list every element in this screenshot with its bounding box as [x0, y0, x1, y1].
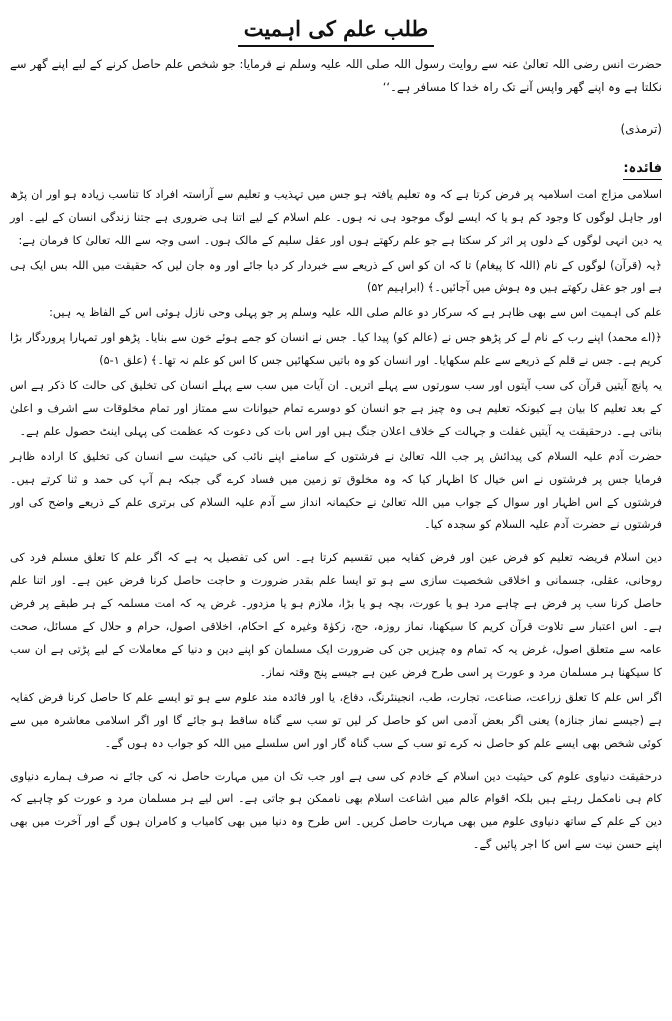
- paragraph-fard-ain: دین اسلام فریضہ تعلیم کو فرض عین اور فرض کفایہ میں تقسیم کرتا ہے۔ اس کی تفصیل یہ ہے کہ اگر علم کا تعلق مسلم فرد کی روحانی، عقلی، جسمانی و اخلاقی شخصیت سازی سے ہو تو ایسا علم بقدر ضرورت و حاجت حاصل کرنا فرض عین ہے۔ اور اتنا علم حاصل کرنا سب پر فرض ہے چاہے مرد ہو یا عورت، بچہ ہو یا بڑا، ملازم ہو یا مزدور۔ غرض یہ کہ امت مسلمہ کے ہر طبقے پر فرض ہے۔ اس اعتبار سے تلاوت قرآن کریم کا سیکھنا، نماز روزہ، حج، زکوٰۃ وغیرہ کے احکام، اخلاقی اصول، حرام و حلال کے مسائل، صحت عامہ سے متعلق اصول، غرض یہ کہ تمام وہ چیزیں جن کی ضرورت ایک مسلمان کو اپنے دین و دنیا کے معاملات کے لیے پڑتی ہے ان سب کا سیکھنا ہر مسلمان مرد و عورت پر اسی طرح فرض عین ہے جیسے پنج وقتہ نماز۔: [10, 551, 662, 679]
- hadith-source: (ترمذی): [620, 122, 662, 137]
- quran-quote-alaq: ﴿(اے محمد) اپنے رب کے نام لے کر پڑھو جس نے (عالم کو) پیدا کیا۔ جس نے انسان کو جمے ہوئے خون سے بنایا۔ پڑھو اور تمہارا پروردگار بڑا کریم ہے۔ جس نے قلم کے ذریعے سے علم سکھایا۔ اور انسان کو وہ باتیں سکھائیں جس کا اس کو علم نہ تھا۔﴾ (علق ۱-۵): [10, 331, 662, 368]
- hadith-reference: حضرت انس رضی اللہ تعالیٰ عنہ سے روایت رسول اللہ صلی اللہ علیہ وسلم نے فرمایا: جو شخص علم حاصل کرنے کے لیے اپنے گھر سے نکلتا ہے وہ اپنے گھر واپس آنے تک راہ خدا کا مسافر ہے۔‘‘: [10, 57, 662, 94]
- paragraph-five-verses: یہ پانچ آیتیں قرآن کی سب آیتوں اور سب سورتوں سے پہلے اتریں۔ ان آیات میں سب سے پہلے انسان کی تخلیق کی حالت کا ذکر ہے اس کے بعد تعلیم کا بیان ہے کیونکہ تعلیم ہی وہ چیز ہے جو انسان کو دوسرے تمام حیوانات سے ممتاز اور تمام مخلوقات سے اشرف و اعلیٰ بناتی ہے۔ درحقیقت یہ آیتیں غفلت و جہالت کے خلاف اعلان جنگ ہیں اور اس بات کی دعوت کہ عظمت کی پہلی اینٹ حصول علم ہے۔: [10, 379, 662, 438]
- spacer: [10, 539, 662, 547]
- quran-quote-ibrahim: ﴿یہ (قرآن) لوگوں کے نام (اللہ کا پیغام) تا کہ ان کو اس کے ذریعے سے خبردار کر دیا جائے اور وہ جان لیں کہ حقیقت میں اللہ بس ایک ہی ہے اور جو عقل رکھتے ہیں وہ ہوش میں آجائیں۔﴾ (ابراہیم ۵۲): [10, 258, 662, 295]
- section-heading: فائدہ:: [623, 159, 662, 180]
- title-wrapper: [10, 14, 662, 47]
- paragraph-adam: حضرت آدم علیہ السلام کی پیدائش پر جب اللہ تعالیٰ نے فرشتوں کے سامنے اپنے نائب کی حیثیت سے انسان کی تخلیق کا ارادہ ظاہر فرمایا جس پر فرشتوں نے اس خیال کا اظہار کیا کہ وہ مخلوق تو زمین میں فساد کرے گی جبکہ ہم آپ کی حمد و ثنا کرتے ہیں۔ فرشتوں کے اس اظہار اور سوال کے جواب میں اللہ تعالیٰ نے حکیمانہ انداز سے آدم علیہ السلام کی برتری علم کے ذریعے واضح کی اور فرشتوں نے حضرت آدم علیہ السلام کو سجدہ کیا۔: [10, 449, 662, 532]
- paragraph-intro: اسلامی مزاج امت اسلامیہ پر فرض کرتا ہے کہ وہ تعلیم یافتہ ہو جس میں تہذیب و تعلیم سے آراستہ افراد کا تناسب زیادہ ہو اور ان پڑھ اور جاہل لوگوں کا وجود کم ہو یا کہ ایسے لوگ موجود ہی نہ ہوں۔ علم اسلام کے لیے اتنا ہی ضروری ہے جتنا زندگی انسان کے لیے۔ اور یہ دین انہی لوگوں کے دلوں پر اثر کر سکتا ہے جو علم رکھتے ہوں اور عقل سلیم کے مالک ہوں۔ اسی وجہ سے اللہ تعالیٰ کا فرمان ہے:: [10, 187, 662, 247]
- paragraph-conclusion: درحقیقت دنیاوی علوم کی حیثیت دین اسلام کے خادم کی سی ہے اور جب تک ان میں مہارت حاصل نہ کی جائے نہ صرف ہمارے دنیاوی کام ہی نامکمل رہتے ہیں بلکہ اقوام عالم میں اشاعت اسلام بھی ناممکن ہو جاتی ہے۔ اس لیے ہر مسلمان مرد و عورت کو چاہیے کہ دین کے علم کے ساتھ دنیاوی علوم میں بھی مہارت حاصل کریں۔ اس طرح وہ دنیا میں بھی کامیاب و کامران ہوں گے اور آخرت میں بھی اپنے حسن نیت سے اس کا اجر پائیں گے۔: [10, 769, 662, 852]
- page-title: طلب علم کی اہمیت: [238, 14, 434, 47]
- paragraph-first-revelation: علم کی اہمیت اس سے بھی ظاہر ہے کہ سرکار دو عالم صلی اللہ علیہ وسلم پر جو پہلی وحی نازل ہوئی اس کے الفاظ یہ ہیں:: [49, 306, 662, 320]
- section-heading-wrap: [10, 157, 662, 184]
- paragraph-fard-kifaya: اگر اس علم کا تعلق زراعت، صناعت، تجارت، طب، انجینئرنگ، دفاع، یا اور فائدہ مند علوم سے ہو تو ایسے علم کا حاصل کرنا فرض کفایہ ہے (جیسے نماز جنازہ) یعنی اگر بعض آدمی اس کو حاصل کر لیں تو سب سے گناہ ساقط ہو جائے گا اور اگر اسلامی معاشرہ میں سے کوئی شخص بھی ایسے علم کو حاصل نہ کرے تو سب کے سب گناہ گار اور اس سلسلے میں اللہ کو جواب دہ ہوں گے۔: [10, 690, 662, 750]
- spacer: [10, 758, 662, 766]
